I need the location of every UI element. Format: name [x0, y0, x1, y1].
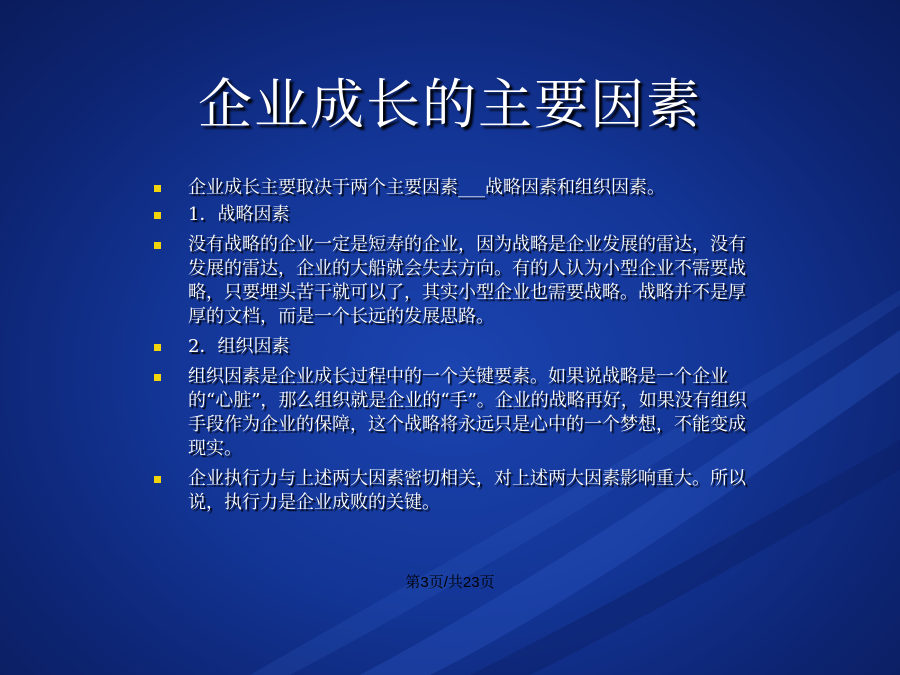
square-bullet-icon	[154, 242, 161, 249]
square-bullet-icon	[154, 344, 161, 351]
slide-title: 企业成长的主要因素	[198, 73, 702, 136]
bullet-item	[152, 467, 752, 515]
bullet-item	[152, 203, 752, 227]
bullet-item	[152, 335, 752, 359]
bullet-item	[152, 233, 752, 329]
page-number: 第3页/共23页	[405, 574, 495, 591]
bullet-list	[152, 176, 752, 518]
square-bullet-icon	[154, 374, 161, 381]
bullet-text: 没有战略的企业一定是短寿的企业，因为战略是企业发展的雷达，没有发展的雷达，企业的大船就会失去方向。有的人认为小型企业不需要战略，只要埋头苦干就可以了，其实小型企业也需要战略。战略并不是厚厚的文档，而是一个长远的发展思路。	[188, 234, 746, 327]
square-bullet-icon	[154, 185, 161, 192]
bullet-item	[152, 176, 752, 200]
bullet-text: 2．组织因素	[188, 336, 290, 357]
bullet-text: 组织因素是企业成长过程中的一个关键要素。如果说战略是一个企业的“心脏”，那么组织就是企业的“手”。企业的战略再好，如果没有组织手段作为企业的保障，这个战略将永远只是心中的一个梦想，不能变成现实。	[188, 366, 747, 459]
square-bullet-icon	[154, 212, 161, 219]
square-bullet-icon	[154, 476, 161, 483]
bullet-item	[152, 365, 752, 461]
bullet-text: 1．战略因素	[188, 204, 290, 225]
bullet-text: 企业执行力与上述两大因素密切相关，对上述两大因素影响重大。所以说，执行力是企业成败的关键。	[188, 468, 746, 513]
bullet-text: 企业成长主要取决于两个主要因素___战略因素和组织因素。	[188, 177, 665, 198]
